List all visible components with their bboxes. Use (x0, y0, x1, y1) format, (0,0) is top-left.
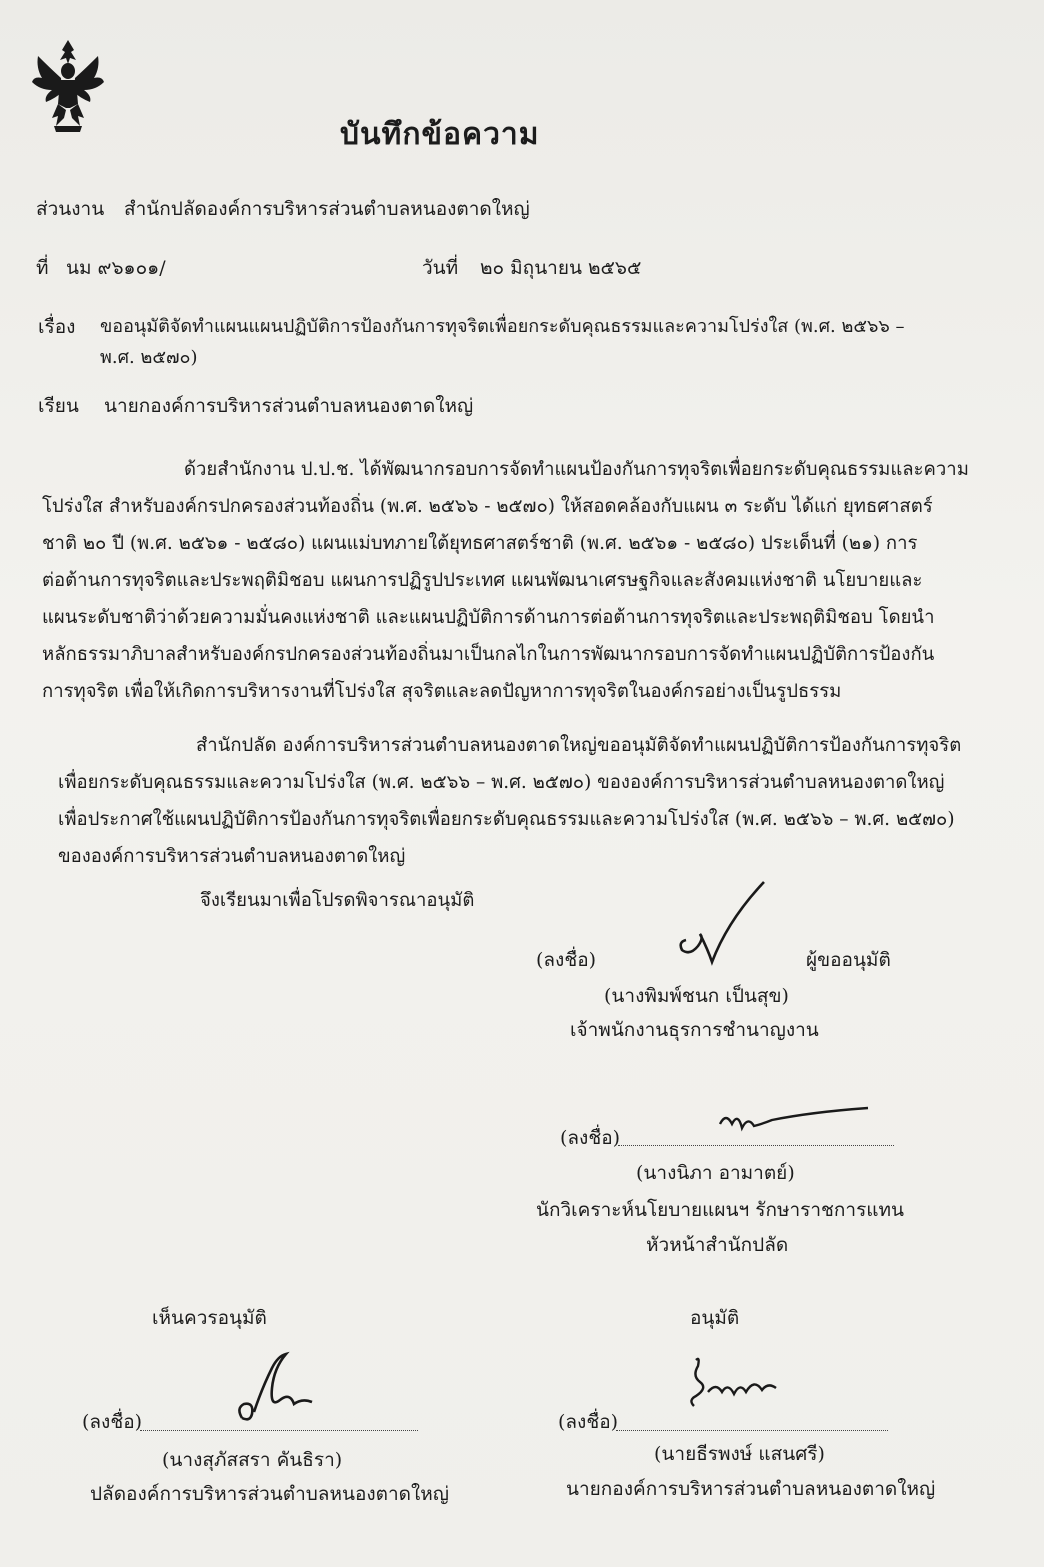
para2-line: สำนักปลัด องค์การบริหารส่วนตำบลหนองตาดใหญ่ขออนุมัติจัดทำแผนปฏิบัติการป้องกันการทุจริต (196, 735, 962, 756)
deputy-position: ปลัดองค์การบริหารส่วนตำบลหนองตาดใหญ่ (90, 1483, 449, 1505)
analyst-signature (712, 1098, 872, 1138)
deputy-sign-label: (ลงชื่อ) (82, 1411, 143, 1433)
analyst-position-line-2: หัวหน้าสำนักปลัด (646, 1234, 789, 1256)
mayor-name: (นายธีรพงษ์ แสนศรี) (654, 1443, 825, 1465)
department-label: ส่วนงาน (36, 198, 105, 220)
requester-sign-label: (ลงชื่อ) (536, 949, 597, 971)
analyst-signature-line (618, 1145, 894, 1146)
subject-line-2: พ.ศ. ๒๕๗๐) (100, 347, 198, 368)
para1-line: ด้วยสำนักงาน ป.ป.ช. ได้พัฒนากรอบการจัดทำแผนป้องกันการทุจริตเพื่อยกระดับคุณธรรมและความ (184, 459, 969, 480)
para1-line: การทุจริต เพื่อให้เกิดการบริหารงานที่โปร่งใส สุจริตและลดปัญหาการทุจริตในองค์กรอย่างเป็นรูปธรรม (42, 681, 842, 702)
analyst-position-line-1: นักวิเคราะห์นโยบายแผนฯ รักษาราชการแทน (536, 1199, 905, 1221)
para1-line: ต่อต้านการทุจริตและประพฤติมิชอบ แผนการปฏิรูปประเทศ แผนพัฒนาเศรษฐกิจและสังคมแห่งชาติ นโยบายและ (42, 570, 923, 591)
subject-line-1: ขออนุมัติจัดทำแผนแผนปฏิบัติการป้องกันการทุจริตเพื่อยกระดับคุณธรรมและความโปร่งใส (พ.ศ. ๒๕๖๖ – (100, 316, 905, 337)
analyst-sign-label: (ลงชื่อ) (560, 1127, 621, 1149)
requester-role-suffix: ผู้ขออนุมัติ (806, 949, 891, 971)
date-value: ๒๐ มิถุนายน ๒๕๖๕ (480, 257, 642, 279)
date-label: วันที่ (422, 257, 459, 279)
analyst-name: (นางนิภา อามาตย์) (636, 1162, 795, 1184)
requester-signature (668, 880, 778, 970)
subject-label: เรื่อง (38, 316, 76, 338)
garuda-emblem-icon (30, 38, 106, 136)
reference-value: นม ๙๖๑๐๑/ (66, 257, 166, 279)
closing-line: จึงเรียนมาเพื่อโปรดพิจารณาอนุมัติ (200, 890, 475, 911)
deputy-signature-line (140, 1430, 418, 1431)
para1-line: หลักธรรมาภิบาลสำหรับองค์กรปกครองส่วนท้องถิ่นมาเป็นกลไกในการพัฒนากรอบการจัดทำแผนปฏิบัติการป้องกัน (42, 644, 935, 665)
para2-line: เพื่อยกระดับคุณธรรมและความโปร่งใส (พ.ศ. ๒๕๖๖ – พ.ศ. ๒๕๗๐) ขององค์การบริหารส่วนตำบลหนองตาดใหญ่ (58, 772, 945, 793)
para1-line: โปร่งใส สำหรับองค์กรปกครองส่วนท้องถิ่น (พ.ศ. ๒๕๖๖ - ๒๕๗๐) ให้สอดคล้องกับแผน ๓ ระดับ ได้แก่ ยุทธศาสตร์ (42, 496, 933, 517)
department-value: สำนักปลัดองค์การบริหารส่วนตำบลหนองตาดใหญ่ (124, 198, 530, 220)
to-label: เรียน (38, 395, 79, 417)
mayor-heading: อนุมัติ (690, 1307, 740, 1329)
mayor-signature (682, 1352, 782, 1416)
requester-name: (นางพิมพ์ชนก เป็นสุข) (604, 985, 789, 1007)
para1-line: ชาติ ๒๐ ปี (พ.ศ. ๒๕๖๑ - ๒๕๘๐) แผนแม่บทภายใต้ยุทธศาสตร์ชาติ (พ.ศ. ๒๕๖๑ - ๒๕๘๐) ประเด็นที่ (๒๑) การ (42, 533, 918, 554)
mayor-signature-line (616, 1430, 888, 1431)
to-value: นายกองค์การบริหารส่วนตำบลหนองตาดใหญ่ (104, 395, 474, 417)
mayor-sign-label: (ลงชื่อ) (558, 1411, 619, 1433)
para1-line: แผนระดับชาติว่าด้วยความมั่นคงแห่งชาติ และแผนปฏิบัติการด้านการต่อต้านการทุจริตและประพฤติมิชอบ โดยนำ (42, 607, 935, 628)
deputy-signature (232, 1348, 322, 1428)
reference-label: ที่ (36, 257, 49, 279)
requester-position: เจ้าพนักงานธุรการชำนาญงาน (570, 1019, 819, 1041)
deputy-heading: เห็นควรอนุมัติ (152, 1307, 267, 1329)
deputy-name: (นางสุภัสสรา คันธิรา) (162, 1449, 343, 1471)
memo-title: บันทึกข้อความ (340, 117, 540, 152)
para2-line: เพื่อประกาศใช้แผนปฏิบัติการป้องกันการทุจริตเพื่อยกระดับคุณธรรมและความโปร่งใส (พ.ศ. ๒๕๖๖ – พ.ศ. ๒๕๗๐) (58, 809, 955, 830)
mayor-position: นายกองค์การบริหารส่วนตำบลหนองตาดใหญ่ (566, 1478, 936, 1500)
para2-line: ขององค์การบริหารส่วนตำบลหนองตาดใหญ่ (58, 846, 406, 867)
